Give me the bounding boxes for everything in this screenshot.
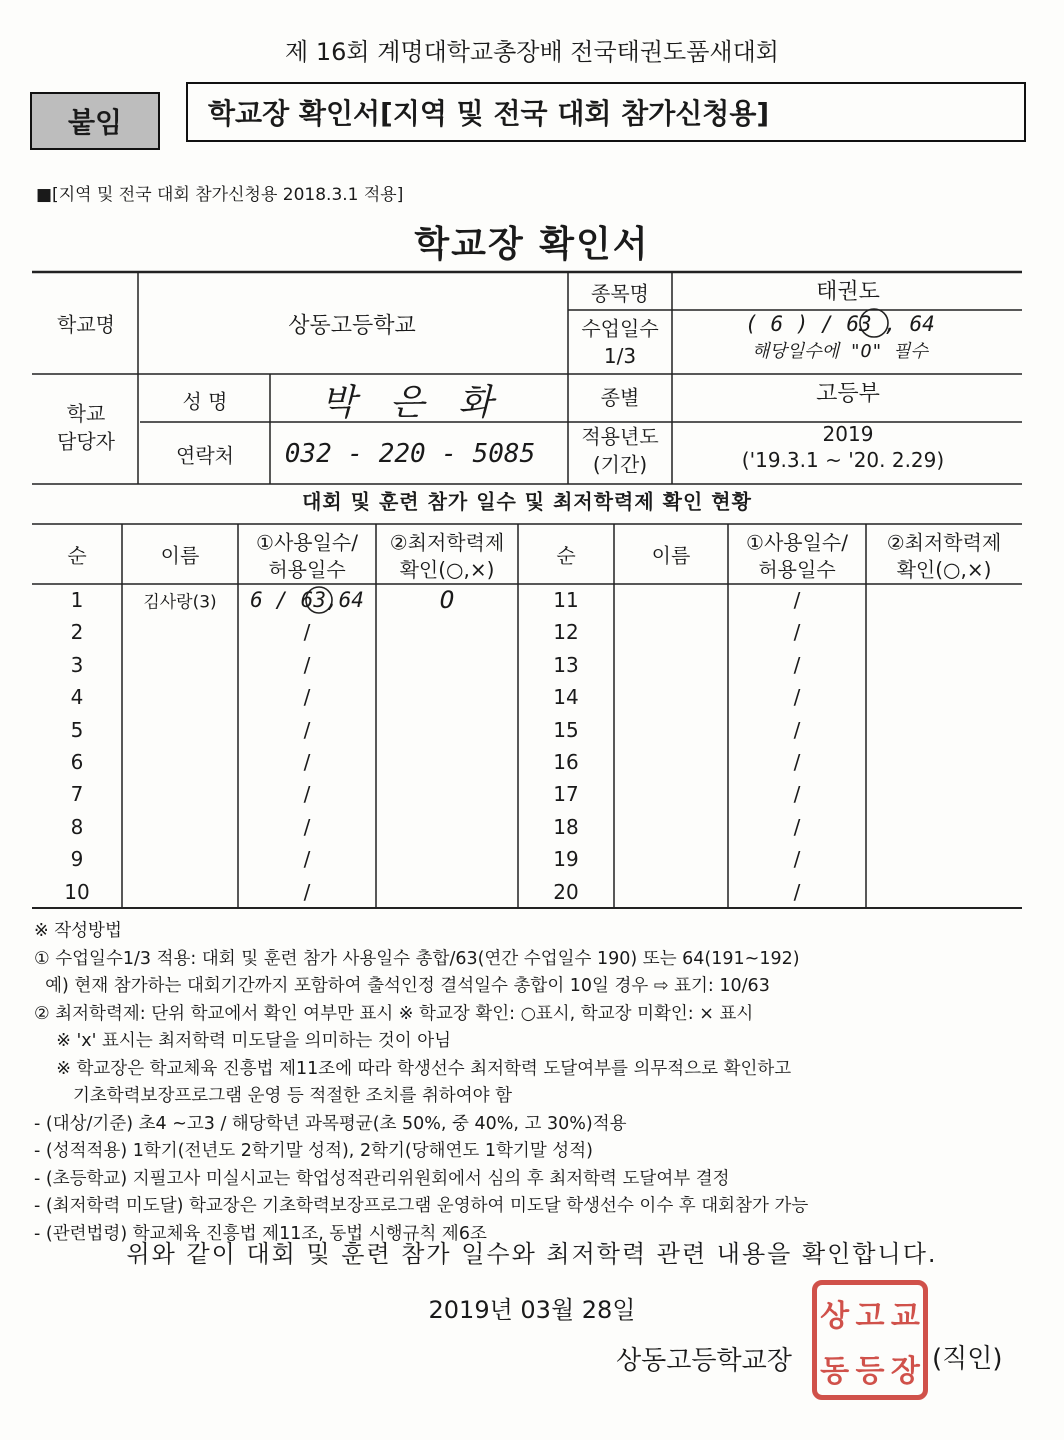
category-value: 고등부	[816, 381, 880, 407]
header-min-right-2: 확인(○,×)	[896, 557, 992, 582]
used-allowed-days: /	[303, 620, 311, 645]
event-title: 제 16회 계명대학교총장배 전국태권도품새대회	[285, 38, 779, 66]
row-number: 3	[70, 652, 84, 677]
row-number: 10	[64, 879, 90, 904]
used-allowed-days: /	[793, 847, 801, 872]
used-allowed-days: /	[303, 782, 311, 807]
official-seal-stamp: 상 고 교 동 등 장	[812, 1280, 928, 1400]
instruction-line: - (관련법령) 학교체육 진흥법 제11조, 동법 시행규칙 제6조	[34, 1223, 487, 1244]
document-date: 2019년 03월 28일	[428, 1296, 636, 1324]
instruction-line: 예) 현재 참가하는 대회기간까지 포함하여 출석인정 결석일수 총합이 10일 경우 ⇨ 표기: 10/63	[34, 976, 770, 996]
attachment-label: 붙임	[30, 92, 160, 150]
row-number: 14	[553, 685, 579, 710]
used-allowed-days: /	[303, 652, 311, 677]
used-allowed-days: /	[303, 879, 311, 904]
event-value: 태권도	[816, 279, 880, 305]
row-number: 17	[553, 782, 579, 807]
header-days-left: ①사용일수/	[256, 530, 358, 555]
row-number: 8	[70, 814, 84, 839]
used-allowed-days: /	[793, 782, 801, 807]
used-allowed-days: /	[303, 750, 311, 774]
confirmation-statement: 위와 같이 대회 및 훈련 참가 일수와 최저학력 관련 내용을 확인합니다.	[126, 1240, 938, 1268]
header-min-left-2: 확인(○,×)	[399, 557, 495, 582]
min-academic-check: O	[439, 586, 455, 614]
used-allowed-days: /	[793, 814, 801, 839]
row-number: 11	[553, 588, 579, 612]
used-allowed-days: 6 / 63,64	[250, 588, 364, 612]
used-allowed-days: /	[303, 685, 311, 710]
instruction-line: ※ 작성방법	[34, 921, 122, 941]
row-number: 6	[70, 750, 84, 774]
instruction-line: - (최저학력 미도달) 학교장은 기초학력보장프로그램 운영하여 미도달 학생선수 이수 후 대회참가 가능	[34, 1196, 809, 1216]
row-number: 18	[553, 814, 579, 839]
used-allowed-days: /	[793, 620, 801, 645]
row-number: 4	[70, 685, 84, 710]
header-min-right: ②최저학력제	[886, 530, 1002, 555]
row-number: 12	[553, 620, 579, 645]
instruction-line: - (성적적용) 1학기(전년도 2학기말 성적), 2학기(당해연도 1학기말 성적)	[34, 1141, 593, 1161]
instruction-line: - (대상/기준) 초4 ~고3 / 해당학년 과목평균(초 50%, 중 40%, 고 30%)적용	[34, 1113, 627, 1134]
signer-title: 상동고등학교장	[616, 1346, 792, 1376]
used-allowed-days: /	[793, 879, 801, 904]
instruction-line: ② 최저학력제: 단위 학교에서 확인 여부만 표시 ※ 학교장 확인: ○표시, 학교장 미확인: × 표시	[34, 1003, 754, 1024]
header-days-left-2: 허용일수	[268, 557, 346, 582]
used-allowed-days: /	[303, 847, 311, 872]
instruction-line: ※ 학교장은 학교체육 진흥법 제11조에 따라 학생선수 최저학력 도달여부를 의무적으로 확인하고	[34, 1058, 792, 1079]
row-number: 1	[70, 588, 84, 612]
row-number: 9	[70, 847, 84, 872]
row-number: 15	[553, 717, 579, 742]
used-allowed-days: /	[793, 717, 801, 742]
used-allowed-days: /	[303, 814, 311, 839]
instruction-line: 기초학력보장프로그램 운영 등 적절한 조치를 취하여야 함	[34, 1086, 513, 1106]
period-value: ('19.3.1 ~ '20. 2.29)	[741, 448, 945, 472]
row-number: 7	[70, 782, 84, 807]
instruction-line: - (초등학교) 지필고사 미실시교는 학업성적관리위원회에서 심의 후 최저학력 도달여부 결정	[34, 1168, 730, 1189]
category-label: 종별	[600, 385, 640, 410]
manager-label-2: 담당자	[57, 429, 115, 454]
class-days-label-fraction: 1/3	[603, 344, 637, 368]
section-title: 대회 및 훈련 참가 일수 및 최저학력제 확인 현황	[302, 489, 752, 514]
rule-line: ■[지역 및 전국 대회 참가신청용 2018.3.1 적용]	[36, 185, 404, 205]
manager-label: 학교	[66, 401, 106, 426]
class-days-label: 수업일수	[581, 316, 659, 341]
header-no-right: 순	[556, 543, 576, 568]
used-allowed-days: /	[793, 750, 801, 774]
class-days-value: ( 6 ) / 63 , 64	[745, 312, 935, 336]
contact-value: 032 - 220 - 5085	[284, 439, 536, 469]
row-number: 13	[553, 652, 579, 677]
main-title: 학교장 확인서	[414, 224, 650, 265]
instructions	[34, 918, 1034, 1248]
name-label: 성 명	[182, 389, 228, 414]
year-label-period: (기간)	[592, 452, 648, 477]
instruction-line: ※ 'x' 표시는 최저학력 미도달을 의미하는 것이 아님	[34, 1031, 452, 1051]
class-days-note: 해당일수에 "O" 필수	[752, 341, 928, 362]
header-min-left: ②최저학력제	[389, 530, 505, 555]
school-name-label: 학교명	[57, 312, 115, 337]
document-heading: 학교장 확인서[지역 및 전국 대회 참가신청용]	[186, 82, 1026, 142]
instruction-line: ① 수업일수1/3 적용: 대회 및 훈련 참가 사용일수 총합/63(연간 수업일수 190) 또는 64(191~192)	[34, 948, 800, 969]
participant-name: 김사랑(3)	[143, 592, 217, 613]
school-name-value: 상동고등학교	[288, 313, 416, 339]
header-days-right-2: 허용일수	[758, 557, 836, 582]
used-allowed-days: /	[303, 717, 311, 742]
row-number: 20	[553, 879, 579, 904]
header-no-left: 순	[67, 543, 87, 568]
used-allowed-days: /	[793, 652, 801, 677]
row-number: 2	[70, 620, 84, 645]
row-number: 5	[70, 717, 84, 742]
used-allowed-days: /	[793, 588, 801, 612]
contact-label: 연락처	[176, 443, 234, 468]
year-label: 적용년도	[581, 424, 659, 449]
row-number: 19	[553, 847, 579, 872]
row-number: 16	[553, 750, 579, 774]
year-value: 2019	[822, 422, 874, 446]
header-days-right: ①사용일수/	[746, 530, 848, 555]
header-name-right: 이름	[651, 543, 691, 568]
event-label: 종목명	[591, 281, 649, 306]
manager-name-value: 박 은 화	[321, 382, 499, 424]
header-name-left: 이름	[160, 543, 200, 568]
used-allowed-days: /	[793, 685, 801, 710]
seal-label: (직인)	[932, 1344, 1003, 1374]
